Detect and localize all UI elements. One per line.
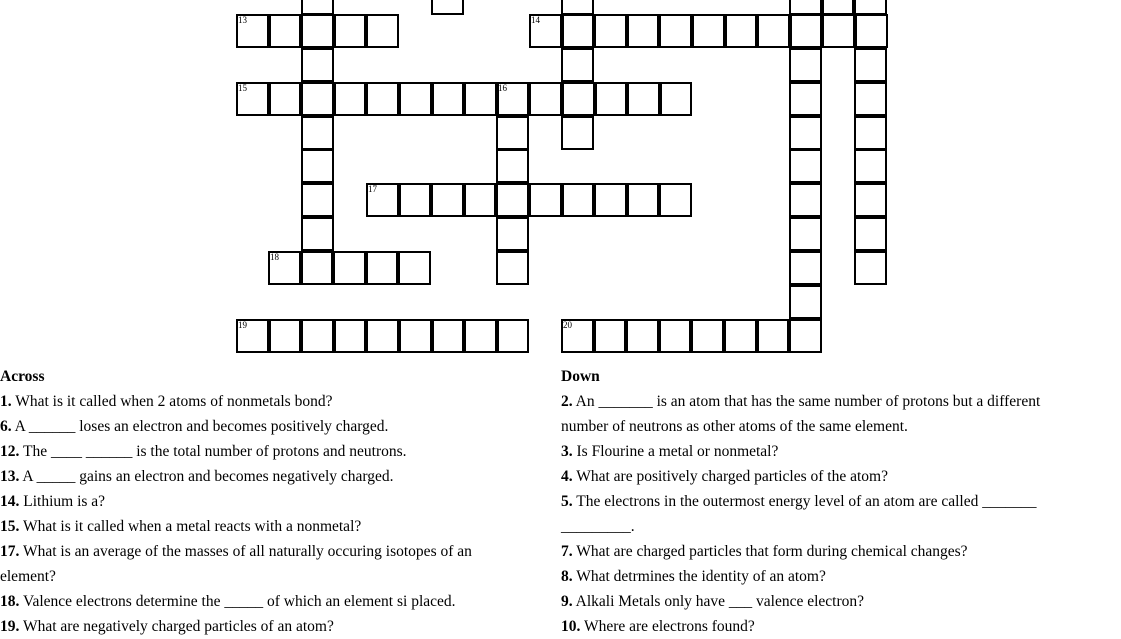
- clue-line: [561, 614, 1121, 639]
- clue-number-label: 9.: [561, 593, 573, 610]
- crossword-cell[interactable]: [301, 319, 334, 353]
- crossword-cell[interactable]: [301, 0, 334, 15]
- crossword-cell[interactable]: [789, 0, 822, 15]
- crossword-cell[interactable]: [496, 251, 529, 285]
- crossword-cell[interactable]: [854, 251, 887, 285]
- crossword-cell[interactable]: [366, 82, 399, 116]
- crossword-cell[interactable]: [692, 14, 725, 48]
- crossword-cell[interactable]: [301, 82, 334, 116]
- crossword-cell[interactable]: [854, 0, 887, 15]
- clue-line: [561, 514, 1121, 539]
- clue-text: Valence electrons determine the _____ of which an element si placed.: [19, 593, 456, 610]
- clue-text: element?: [0, 568, 56, 585]
- across-heading: Across: [0, 368, 45, 385]
- crossword-cell[interactable]: [595, 82, 628, 116]
- clue-number-label: 8.: [561, 568, 573, 585]
- clue-number-label: 7.: [561, 543, 573, 560]
- crossword-cell[interactable]: [724, 319, 757, 353]
- clue-line: [561, 414, 1121, 439]
- crossword-cell[interactable]: [561, 0, 594, 15]
- clue-text: What are positively charged particles of the atom?: [572, 468, 888, 485]
- clue-line: [0, 589, 545, 614]
- clue-number-label: 13.: [0, 468, 20, 485]
- crossword-cell[interactable]: [562, 183, 595, 217]
- clue-text: The ____ ______ is the total number of protons and neutrons.: [19, 443, 407, 460]
- across-clues: [0, 364, 545, 639]
- clue-text: What is it called when 2 atoms of nonmetals bond?: [11, 393, 333, 410]
- crossword-cell[interactable]: [464, 82, 497, 116]
- clue-number: 20: [563, 320, 572, 330]
- crossword-cell[interactable]: [301, 251, 334, 285]
- clue-text: A ______ loses an electron and becomes positively charged.: [11, 418, 389, 435]
- clue-number: 17: [368, 184, 377, 194]
- crossword-cell[interactable]: [431, 183, 464, 217]
- crossword-cell[interactable]: [496, 183, 529, 217]
- crossword-cell[interactable]: [301, 14, 334, 48]
- clue-line: [0, 464, 545, 489]
- clue-text: An _______ is an atom that has the same number of protons but a different: [572, 393, 1041, 410]
- crossword-cell[interactable]: [432, 82, 465, 116]
- crossword-cell[interactable]: [269, 82, 302, 116]
- crossword-cell[interactable]: [366, 14, 399, 48]
- clue-number: 13: [238, 15, 247, 25]
- crossword-cell[interactable]: [790, 14, 823, 48]
- crossword-cell[interactable]: [789, 285, 822, 319]
- clue-number: 15: [238, 83, 247, 93]
- clue-text: A _____ gains an electron and becomes negatively charged.: [19, 468, 394, 485]
- clue-number-label: 6.: [0, 418, 12, 435]
- crossword-cell[interactable]: [757, 319, 790, 353]
- crossword-cell[interactable]: [659, 183, 692, 217]
- clue-text: What are negatively charged particles of an atom?: [19, 618, 334, 635]
- crossword-cell[interactable]: [366, 251, 399, 285]
- clue-line: [0, 564, 545, 589]
- clue-number-label: 12.: [0, 443, 20, 460]
- crossword-cell[interactable]: [496, 217, 529, 251]
- clue-number: 19: [238, 320, 247, 330]
- crossword-cell[interactable]: [659, 319, 692, 353]
- clue-number: 18: [270, 252, 279, 262]
- crossword-cell[interactable]: [660, 82, 693, 116]
- clue-text: What detrmines the identity of an atom?: [572, 568, 826, 585]
- clue-line: [561, 464, 1121, 489]
- clue-number-label: 10.: [561, 618, 581, 635]
- clue-line: [0, 614, 545, 639]
- clue-line: [0, 539, 545, 564]
- clue-line: [0, 414, 545, 439]
- clue-text: Where are electrons found?: [580, 618, 755, 635]
- crossword-cell[interactable]: [822, 14, 855, 48]
- clue-text: number of neutrons as other atoms of the same element.: [561, 418, 908, 435]
- crossword-cell[interactable]: [399, 319, 432, 353]
- crossword-cell[interactable]: [789, 149, 822, 183]
- clue-number-label: 3.: [561, 443, 573, 460]
- crossword-cell[interactable]: [496, 149, 529, 183]
- crossword-cell[interactable]: [854, 48, 887, 82]
- crossword-cell[interactable]: [854, 82, 887, 116]
- crossword-cell[interactable]: [627, 82, 660, 116]
- crossword-cell[interactable]: [789, 217, 822, 251]
- crossword-cell[interactable]: [464, 319, 497, 353]
- clue-text: _________.: [561, 518, 635, 535]
- clue-text: Alkali Metals only have ___ valence electron?: [572, 593, 865, 610]
- down-clues: [561, 364, 1121, 639]
- crossword-cell[interactable]: [626, 319, 659, 353]
- crossword-cell[interactable]: [301, 48, 334, 82]
- clue-line: [561, 539, 1121, 564]
- crossword-cell[interactable]: [594, 319, 627, 353]
- crossword-cell[interactable]: [398, 251, 431, 285]
- clue-number-label: 18.: [0, 593, 20, 610]
- crossword-cell[interactable]: [691, 319, 724, 353]
- crossword-cell[interactable]: [627, 183, 660, 217]
- crossword-cell[interactable]: [725, 14, 758, 48]
- clue-line: [0, 489, 545, 514]
- clue-line: [561, 489, 1121, 514]
- clue-text: Is Flourine a metal or nonmetal?: [572, 443, 779, 460]
- clue-number: 14: [531, 15, 540, 25]
- clue-number-label: 5.: [561, 493, 573, 510]
- clue-line: [0, 439, 545, 464]
- clue-number-label: 14.: [0, 493, 20, 510]
- crossword-cell[interactable]: [269, 319, 302, 353]
- crossword-cell[interactable]: [789, 183, 822, 217]
- clue-line: [0, 514, 545, 539]
- clue-number-label: 15.: [0, 518, 20, 535]
- clue-line: [561, 439, 1121, 464]
- clue-text: What is an average of the masses of all naturally occuring isotopes of an: [19, 543, 472, 560]
- clue-number: 16: [498, 83, 507, 93]
- crossword-cell[interactable]: [562, 14, 595, 48]
- crossword-cell[interactable]: [659, 14, 692, 48]
- crossword-cell[interactable]: [789, 48, 822, 82]
- clue-line: [561, 389, 1121, 414]
- crossword-cell[interactable]: [789, 319, 822, 353]
- clue-text: What is it called when a metal reacts with a nonmetal?: [19, 518, 362, 535]
- clue-number-label: 1.: [0, 393, 12, 410]
- crossword-cell[interactable]: [334, 14, 367, 48]
- crossword-cell[interactable]: [269, 14, 302, 48]
- crossword-cell[interactable]: [789, 82, 822, 116]
- crossword-cell[interactable]: [333, 251, 366, 285]
- clue-number-label: 2.: [561, 393, 573, 410]
- crossword-cell[interactable]: [301, 149, 334, 183]
- crossword-cell[interactable]: [854, 217, 887, 251]
- clue-text: Lithium is a?: [19, 493, 106, 510]
- crossword-cell[interactable]: [366, 319, 399, 353]
- crossword-cell[interactable]: [854, 183, 887, 217]
- crossword-cell[interactable]: [301, 183, 334, 217]
- crossword-cell[interactable]: [789, 116, 822, 150]
- crossword-cell[interactable]: [399, 183, 432, 217]
- crossword-cell[interactable]: [497, 319, 530, 353]
- crossword-cell[interactable]: [854, 149, 887, 183]
- crossword-cell[interactable]: [464, 183, 497, 217]
- crossword-cell[interactable]: [529, 183, 562, 217]
- crossword-cell[interactable]: [854, 116, 887, 150]
- crossword-cell[interactable]: [757, 14, 790, 48]
- crossword-cell[interactable]: [561, 116, 594, 150]
- crossword-cell[interactable]: [789, 251, 822, 285]
- clue-text: The electrons in the outermost energy level of an atom are called _______: [572, 493, 1037, 510]
- clue-line: [561, 564, 1121, 589]
- crossword-cell[interactable]: [496, 116, 529, 150]
- crossword-cell[interactable]: [594, 183, 627, 217]
- crossword-cell[interactable]: [561, 48, 594, 82]
- crossword-cell[interactable]: [301, 217, 334, 251]
- clue-line: [561, 589, 1121, 614]
- clue-number-label: 19.: [0, 618, 20, 635]
- clue-number-label: 4.: [561, 468, 573, 485]
- clue-number-label: 17.: [0, 543, 20, 560]
- crossword-cell[interactable]: [594, 14, 627, 48]
- crossword-cell[interactable]: [334, 319, 367, 353]
- crossword-cell[interactable]: [562, 82, 595, 116]
- crossword-cell[interactable]: [432, 319, 465, 353]
- down-heading: Down: [561, 368, 600, 385]
- crossword-cell[interactable]: [431, 0, 464, 15]
- crossword-cell[interactable]: [822, 0, 855, 15]
- clue-line: [0, 389, 545, 414]
- crossword-cell[interactable]: [855, 14, 888, 48]
- crossword-cell[interactable]: [399, 82, 432, 116]
- crossword-cell[interactable]: [529, 82, 562, 116]
- crossword-cell[interactable]: [334, 82, 367, 116]
- crossword-cell[interactable]: [627, 14, 660, 48]
- crossword-cell[interactable]: [301, 116, 334, 150]
- clue-text: What are charged particles that form during chemical changes?: [572, 543, 968, 560]
